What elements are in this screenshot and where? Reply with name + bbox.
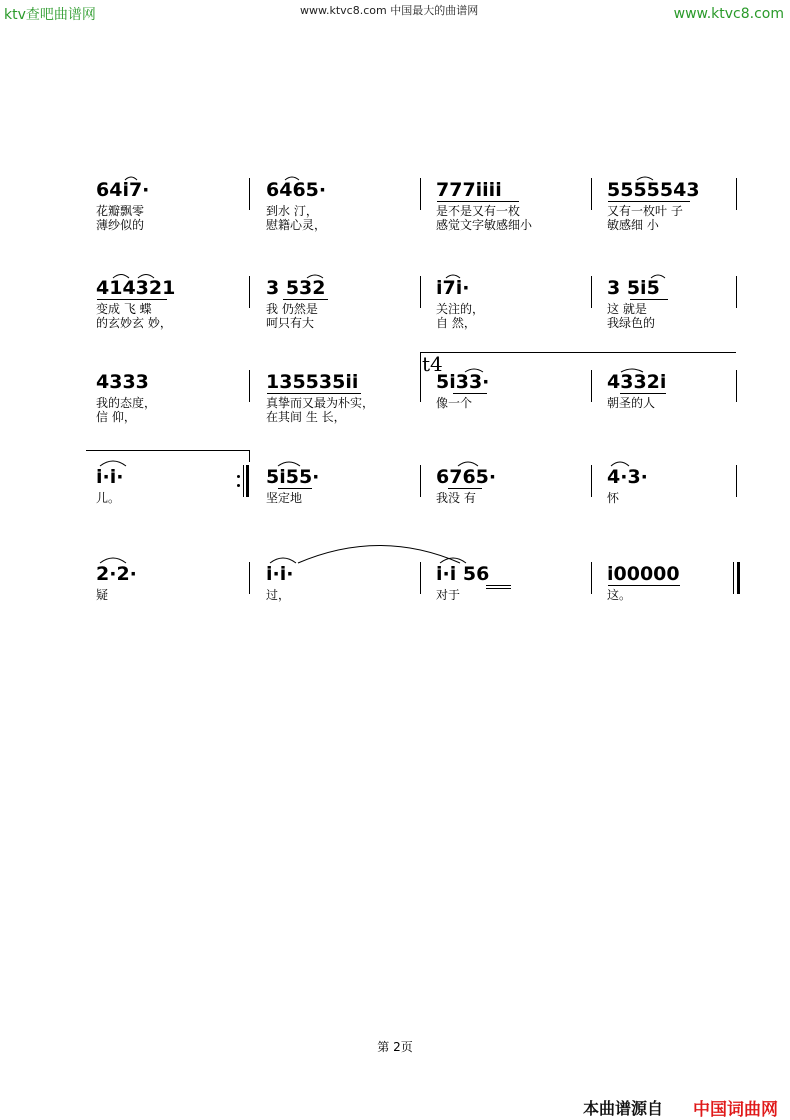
slur xyxy=(113,275,129,279)
notes: 6765· xyxy=(436,466,497,488)
lyric-verse-1: 我没 有 xyxy=(436,491,476,505)
slur xyxy=(270,558,296,563)
slur xyxy=(285,177,299,180)
page-number: 第 2页 xyxy=(377,1040,413,1054)
brand-name: 中国词曲网 xyxy=(693,1100,778,1120)
notes: 64i7· xyxy=(96,179,150,201)
site-tagline: www.ktvc8.com 中国最大的曲谱网 xyxy=(300,4,479,17)
notes: i·i· xyxy=(96,466,124,488)
lyric-verse-2: 敏感细 小 xyxy=(607,218,659,232)
slur xyxy=(458,462,478,466)
lyric-verse-1: 关注的， xyxy=(436,302,485,316)
slur xyxy=(298,546,460,564)
lyric-verse-1: 儿。 xyxy=(96,491,121,505)
notes: 135535ii xyxy=(266,371,359,393)
lyric-verse-1: 花瓣飘零 xyxy=(96,204,145,218)
lyric-verse-2: 薄纱似的 xyxy=(96,218,145,232)
notes: 414321 xyxy=(96,277,176,299)
lyric-verse-2: 呵只有大 xyxy=(266,316,315,330)
lyric-verse-1: 这 就是 xyxy=(607,302,647,316)
lyric-verse-2: 慰籍心灵， xyxy=(266,218,327,232)
lyric-verse-1: 过， xyxy=(266,588,291,602)
notes: 3 532 xyxy=(266,277,326,299)
slur xyxy=(651,275,665,278)
notes: i·i· xyxy=(266,563,294,585)
notes: 4332i xyxy=(607,371,667,393)
notes: i00000 xyxy=(607,563,680,585)
lyric-verse-2: 在其间 生 长， xyxy=(266,410,346,424)
slur xyxy=(100,558,126,563)
site-name-left: ktv查吧曲谱网 xyxy=(4,7,96,23)
lyric-verse-2: 信 仰， xyxy=(96,410,136,424)
lyric-verse-1: 真挚而又最为朴实， xyxy=(266,396,375,410)
slur xyxy=(278,462,300,466)
lyric-verse-1: 坚定地 xyxy=(266,491,303,505)
lyric-verse-2: 我绿色的 xyxy=(607,316,656,330)
notes: 4·3· xyxy=(607,466,648,488)
lyric-verse-1: 我 仍然是 xyxy=(266,302,318,316)
lyric-verse-1: 朝圣的人 xyxy=(607,396,656,410)
slur xyxy=(465,369,483,372)
notes: 6465· xyxy=(266,179,327,201)
lyric-verse-1: 这。 xyxy=(607,588,632,602)
notes: 5555543 xyxy=(607,179,700,201)
slur xyxy=(446,275,460,278)
lyric-verse-1: 是不是又有一枚 xyxy=(436,204,521,218)
slur xyxy=(125,177,137,180)
lyric-verse-1: 变成 飞 蝶 xyxy=(96,302,152,316)
lyric-verse-1: 到水 汀， xyxy=(266,204,318,218)
notes: 2·2· xyxy=(96,563,137,585)
slur xyxy=(138,275,154,279)
notes: 5i55· xyxy=(266,466,320,488)
lyric-verse-1: 像一个 xyxy=(436,396,473,410)
lyric-verse-1: 我的态度， xyxy=(96,396,157,410)
site-url-right: www.ktvc8.com xyxy=(673,6,784,22)
notes: 777iiii xyxy=(436,179,502,201)
notes: 4333 xyxy=(96,371,149,393)
source-label: 本曲谱源自 xyxy=(583,1099,664,1118)
slur xyxy=(621,369,643,372)
notes: 5i33· xyxy=(436,371,490,393)
slur xyxy=(100,461,126,466)
lyric-verse-1: 怀 xyxy=(607,491,620,505)
lyric-verse-2: 的玄妙玄 妙， xyxy=(96,316,172,330)
notes: i7i· xyxy=(436,277,470,299)
notes: 3 5i5 xyxy=(607,277,660,299)
lyric-verse-1: 疑 xyxy=(96,588,109,602)
lyric-verse-2: 感觉文字敏感细小 xyxy=(436,218,533,232)
lyric-verse-2: 自 然， xyxy=(436,316,476,330)
lyric-verse-1: 对于 xyxy=(436,588,461,602)
slur xyxy=(611,462,629,466)
slur xyxy=(637,177,653,180)
notes: i·i 56 xyxy=(436,563,490,585)
lyric-verse-1: 又有一枚叶 子 xyxy=(607,204,683,218)
slur xyxy=(307,275,323,278)
section-mark: t4 xyxy=(422,352,443,376)
